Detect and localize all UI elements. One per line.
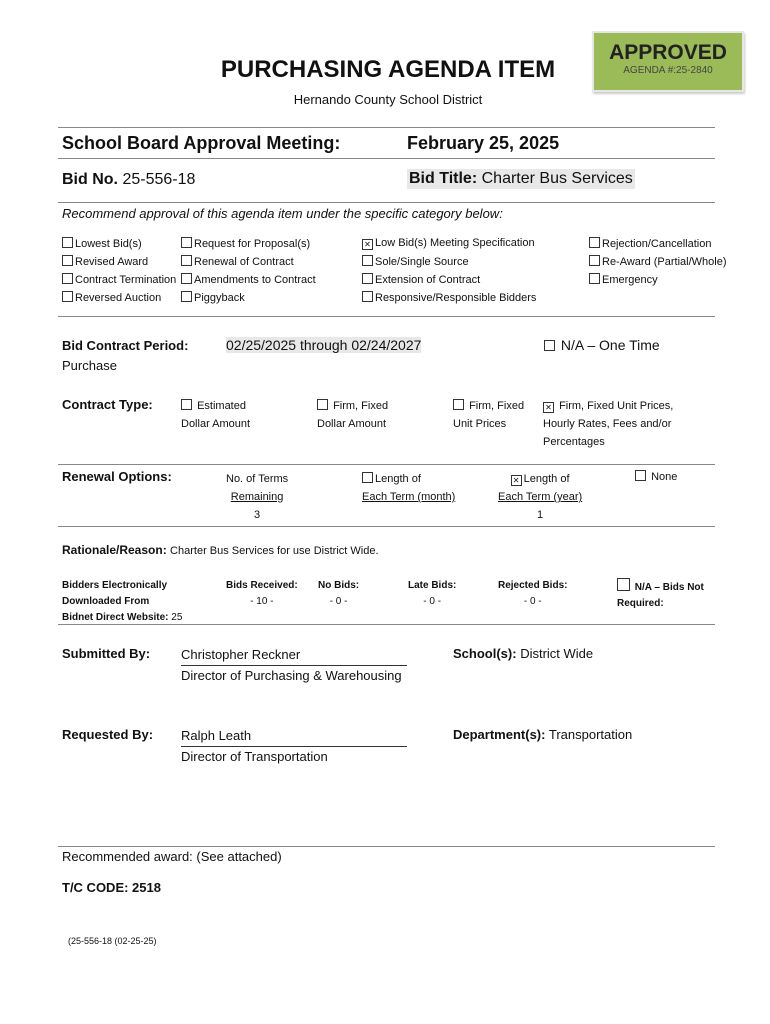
rationale: Rationale/Reason: Charter Bus Services for use District Wide. — [62, 543, 379, 557]
bid-title: Bid Title: Charter Bus Services — [409, 170, 633, 187]
checkbox-icon — [62, 237, 73, 248]
requested-by-label: Requested By: — [62, 727, 154, 742]
category-checkbox[interactable] — [62, 291, 161, 304]
category-label: Rejection/Cancellation — [602, 238, 712, 250]
category-checkbox[interactable] — [181, 237, 310, 250]
category-checkbox[interactable] — [181, 291, 245, 304]
na-one-time-checkbox[interactable]: N/A – One Time — [544, 337, 660, 353]
renewal-none-checkbox[interactable]: None — [635, 470, 677, 483]
category-checkbox[interactable] — [362, 237, 535, 250]
period-value: 02/25/2025 through 02/24/2027 — [226, 337, 422, 353]
checkbox-icon — [181, 255, 192, 266]
contract-type-option[interactable]: ✕ Firm, Fixed Unit Prices, Hourly Rates, Fees and/or Percentages — [543, 400, 674, 448]
category-label: Amendments to Contract — [194, 274, 316, 286]
requested-by: Ralph Leath Director of Transportation — [181, 726, 407, 767]
bids-received: Bids Received: - 10 - — [226, 580, 298, 607]
checkbox-icon — [181, 273, 192, 284]
period-na-purchase: Purchase — [62, 358, 117, 373]
checkbox-icon — [589, 273, 600, 284]
checkbox-icon — [181, 237, 192, 248]
no-bids: No Bids: - 0 - — [318, 580, 360, 607]
stamp-agenda-number: AGENDA #:25-2840 — [623, 65, 713, 76]
footer-code: (25-556-18 (02-25-25) — [68, 936, 157, 946]
category-checkbox[interactable] — [62, 273, 176, 286]
submitted-by: Christopher Reckner Director of Purchasing & Warehousing — [181, 645, 407, 686]
category-checkbox[interactable] — [181, 273, 316, 286]
recommend-text: Recommend approval of this agenda item under the specific category below: — [62, 206, 503, 221]
category-label: Contract Termination — [75, 274, 177, 286]
category-label: Reversed Auction — [75, 292, 162, 304]
terms-remaining: No. of Terms Remaining 3 — [226, 473, 289, 521]
contract-type-option[interactable]: Firm, Fixed Unit Prices — [453, 400, 525, 430]
category-label: Extension of Contract — [375, 274, 481, 286]
district-name: Hernando County School District — [293, 92, 483, 107]
category-label: Responsive/Responsible Bidders — [375, 292, 537, 304]
schools: School(s): District Wide — [453, 646, 594, 661]
category-label: Renewal of Contract — [194, 256, 294, 268]
contract-type-option[interactable]: Estimated Dollar Amount — [181, 400, 251, 430]
tc-code: T/C CODE: 2518 — [62, 880, 161, 895]
period-label: Bid Contract Period: — [62, 338, 189, 353]
category-checkbox[interactable] — [589, 255, 727, 268]
contract-type-option[interactable]: Firm, Fixed Dollar Amount — [317, 400, 389, 430]
category-label: Piggyback — [194, 292, 245, 304]
category-checkbox[interactable] — [362, 273, 480, 286]
category-label: Sole/Single Source — [375, 256, 469, 268]
category-label: Re-Award (Partial/Whole) — [602, 256, 727, 268]
category-label: Revised Award — [75, 256, 149, 268]
checkbox-icon — [62, 291, 73, 302]
bidders-downloaded: Bidders Electronically Downloaded From Bidnet Direct Website: 25 — [62, 580, 183, 623]
contract-type-label: Contract Type: — [62, 397, 153, 412]
category-checkbox[interactable] — [62, 237, 142, 250]
length-year-checkbox[interactable]: ✕ Length of Each Term (year) 1 — [498, 473, 583, 521]
bid-number: Bid No. 25-556-18 — [62, 171, 196, 188]
checkbox-icon — [362, 273, 373, 284]
category-checkbox[interactable] — [181, 255, 294, 268]
category-label: Lowest Bid(s) — [75, 238, 142, 250]
checkbox-icon — [362, 291, 373, 302]
checkbox-icon — [181, 291, 192, 302]
stamp-label: APPROVED — [609, 41, 727, 64]
renewal-label: Renewal Options: — [62, 469, 172, 484]
meeting-label: School Board Approval Meeting: — [62, 133, 341, 153]
checkbox-icon — [589, 237, 600, 248]
checkbox-icon — [362, 255, 373, 266]
late-bids: Late Bids: - 0 - — [408, 580, 457, 607]
category-checkbox[interactable] — [589, 273, 658, 286]
rejected-bids: Rejected Bids: - 0 - — [498, 580, 568, 607]
category-checkbox[interactable] — [362, 291, 536, 304]
submitted-by-label: Submitted By: — [62, 646, 151, 661]
page-title: PURCHASING AGENDA ITEM — [220, 56, 556, 83]
recommended-award: Recommended award: (See attached) — [62, 849, 282, 864]
meeting-date: February 25, 2025 — [407, 133, 560, 153]
category-label: Request for Proposal(s) — [194, 238, 311, 250]
checkbox-icon — [589, 255, 600, 266]
category-label: Emergency — [602, 274, 658, 286]
checkbox-icon — [62, 273, 73, 284]
category-checkbox[interactable] — [589, 237, 711, 250]
category-checkbox[interactable] — [62, 255, 148, 268]
length-month-checkbox[interactable]: Length of Each Term (month) — [362, 473, 456, 503]
checkbox-icon — [62, 255, 73, 266]
category-checkbox[interactable] — [362, 255, 469, 268]
departments: Department(s): Transportation — [453, 727, 633, 742]
category-label: Low Bid(s) Meeting Specification — [375, 237, 535, 249]
na-bids-not-required-checkbox[interactable]: N/A – Bids Not Required: — [617, 578, 704, 612]
checkbox-icon: ✕ — [362, 239, 373, 250]
